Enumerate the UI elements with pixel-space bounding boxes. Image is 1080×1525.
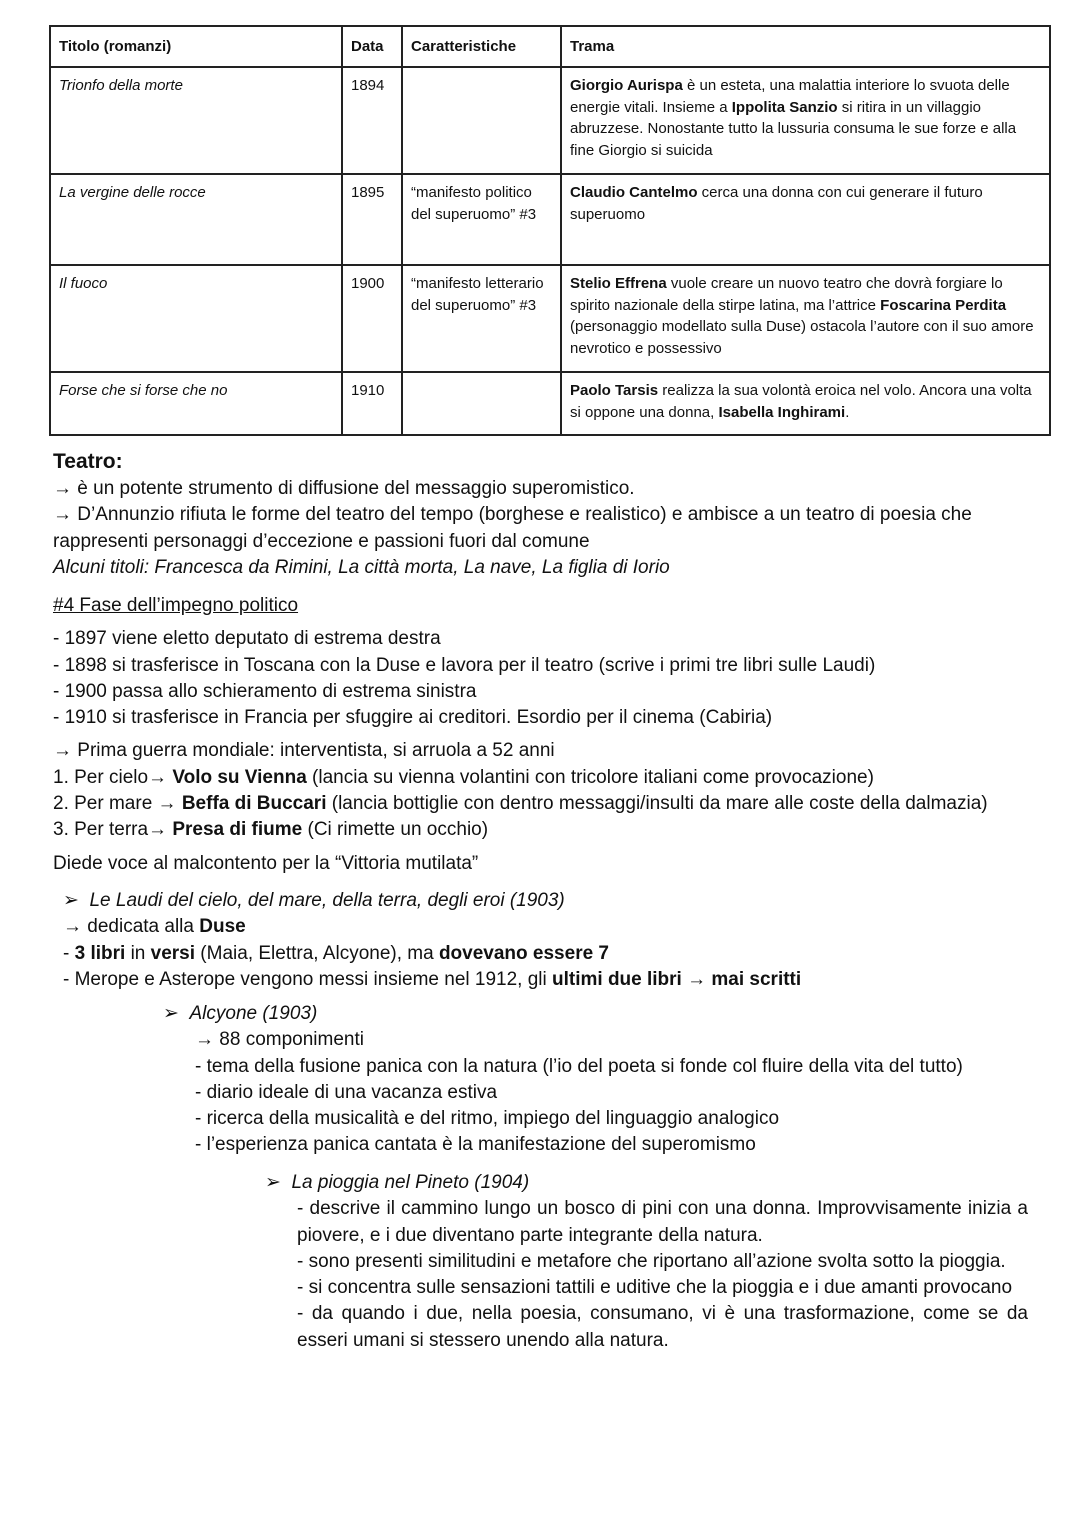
novel-title: La vergine delle rocce [50,174,342,265]
alcyone-section [163,1001,1040,1159]
novel-plot [561,174,1050,265]
list-item: 3. Per terra→ Presa di fiume (Ci rimette un occhio) [53,819,489,841]
novel-features [402,372,561,435]
arrowhead-bullet-icon: ➢ [163,1003,179,1024]
novel-plot [561,372,1050,435]
teatro-titles: Alcuni titoli: Francesca da Rimini, La città morta, La nave, La figlia di Iorio [53,556,670,578]
header-date: Data [342,26,402,67]
teatro-section [53,448,1040,581]
novel-features: “manifesto politico del superuomo” #3 [402,174,561,265]
list-item: - l’esperienza panica cantata è la manifestazione del superomismo [195,1134,756,1156]
teatro-line: → è un potente strumento di diffusione del messaggio superomistico. [53,478,635,499]
plot-segment: Claudio Cantelmo [570,184,698,201]
pioggia-section [265,1170,1028,1354]
novel-plot [561,265,1050,372]
list-item: - 1900 passa allo schieramento di estrema sinistra [53,680,477,702]
alcyone-title: ➢ Alcyone (1903) [163,1003,318,1024]
novel-title: Forse che si forse che no [50,372,342,435]
fase-heading: #4 Fase dell’impegno politico [53,595,299,616]
novel-date: 1895 [342,174,402,265]
arrowhead-bullet-icon: ➢ [265,1172,281,1193]
novel-date: 1894 [342,67,402,174]
war-line: → Prima guerra mondiale: interventista, si arruola a 52 anni [53,740,555,762]
table-row [50,67,1050,174]
list-item: → 88 componimenti [195,1029,364,1051]
fase-section [53,593,1040,877]
teatro-heading: Teatro: [53,450,123,473]
list-item: - ricerca della musicalità e del ritmo, impiego del linguaggio analogico [195,1108,780,1130]
plot-segment: Ippolita Sanzio [731,98,838,116]
plot-segment: Stelio Effrena [570,275,667,292]
plot-segment: . [845,403,850,421]
list-item: 2. Per mare → Beffa di Buccari (lancia bottiglie con dentro messaggi/insulti da mare alle coste della dalmazia) [53,793,988,815]
header-plot: Trama [561,26,1050,67]
list-item: 1. Per cielo→ Volo su Vienna (lancia su vienna volantini con tricolore italiani come provocazione) [53,766,874,788]
plot-segment: Giorgio Aurispa [570,77,683,94]
laudi-dedication: → dedicata alla Duse [63,916,246,938]
plot-segment: Paolo Tarsis [570,382,659,399]
arrowhead-bullet-icon: ➢ [63,890,79,911]
plot-segment: si ritira in un villaggio abruzzese. Nonostante tutto la lussuria consuma le sue forze e alla fine Giorgio si suicida [570,98,1017,159]
plot-segment: Foscarina Perdita [880,296,1007,314]
table-header-row [50,26,1050,67]
laudi-title: ➢ Le Laudi del cielo, del mare, della terra, degli eroi (1903) [63,890,565,911]
plot-segment: cerca una donna con cui generare il futuro superuomo [570,184,983,223]
plot-segment: (personaggio modellato sulla Duse) ostacola l’autore con il suo amore nevrotico e possessivo [570,318,1034,357]
list-item: - 1910 si trasferisce in Francia per sfuggire ai creditori. Esordio per il cinema (Cabiria) [53,707,773,729]
plot-segment: Isabella Inghirami [718,403,846,421]
plot-segment: vuole creare un nuovo teatro che dovrà forgiare lo spirito nazionale della stirpe latina, ma l’attrice [570,275,1003,314]
novel-title: Il fuoco [50,265,342,372]
list-item: - descrive il cammino lungo un bosco di pini con una donna. Improvvisamente inizia a piovere, e i due diventano parte integrante della natura. [297,1198,1028,1246]
novel-features [402,67,561,174]
novel-features: “manifesto letterario del superuomo” #3 [402,265,561,372]
list-item: - tema della fusione panica con la natura (l’io del poeta si fonde col fluire della vita del tutto) [195,1055,963,1077]
list-item: - sono presenti similitudini e metafore che riportano all’azione svolta sotto la pioggia. [297,1250,1006,1272]
list-item: - 3 libri in versi (Maia, Elettra, Alcyone), ma dovevano essere 7 [63,942,609,964]
novel-date: 1910 [342,372,402,435]
plot-segment: realizza la sua volontà eroica nel volo. Ancora una volta si oppone una donna, [570,382,1032,421]
pioggia-title: ➢ La pioggia nel Pineto (1904) [265,1172,530,1193]
vittoria-line: Diede voce al malcontento per la “Vittoria mutilata” [53,852,479,874]
list-item: - si concentra sulle sensazioni tattili e uditive che la pioggia e i due amanti provocano [297,1277,1013,1299]
header-features: Caratteristiche [402,26,561,67]
table-row [50,372,1050,435]
teatro-line: → D’Annunzio rifiuta le forme del teatro del tempo (borghese e realistico) e ambisce a un teatro di poesia che rappresenti personaggi d’eccezione e passioni fuori dal comune [53,504,972,552]
laudi-section [63,888,1040,993]
list-item: - Merope e Asterope vengono messi insieme nel 1912, gli ultimi due libri → mai scritti [63,968,802,990]
novel-date: 1900 [342,265,402,372]
table-row [50,174,1050,265]
list-item: - 1897 viene eletto deputato di estrema destra [53,628,441,650]
list-item: - 1898 si trasferisce in Toscana con la Duse e lavora per il teatro (scrive i primi tre libri sulle Laudi) [53,654,876,676]
novel-title: Trionfo della morte [50,67,342,174]
list-item: - diario ideale di una vacanza estiva [195,1081,498,1103]
table-row [50,265,1050,372]
header-title: Titolo (romanzi) [50,26,342,67]
novel-plot [561,67,1050,174]
list-item: - da quando i due, nella poesia, consumano, vi è una trasformazione, come se da esseri umani si stessero unendo alla natura. [297,1303,1028,1351]
novels-table [49,25,1051,436]
plot-segment: è un esteta, una malattia interiore lo svuota delle energie vitali. Insieme a [570,77,1010,116]
